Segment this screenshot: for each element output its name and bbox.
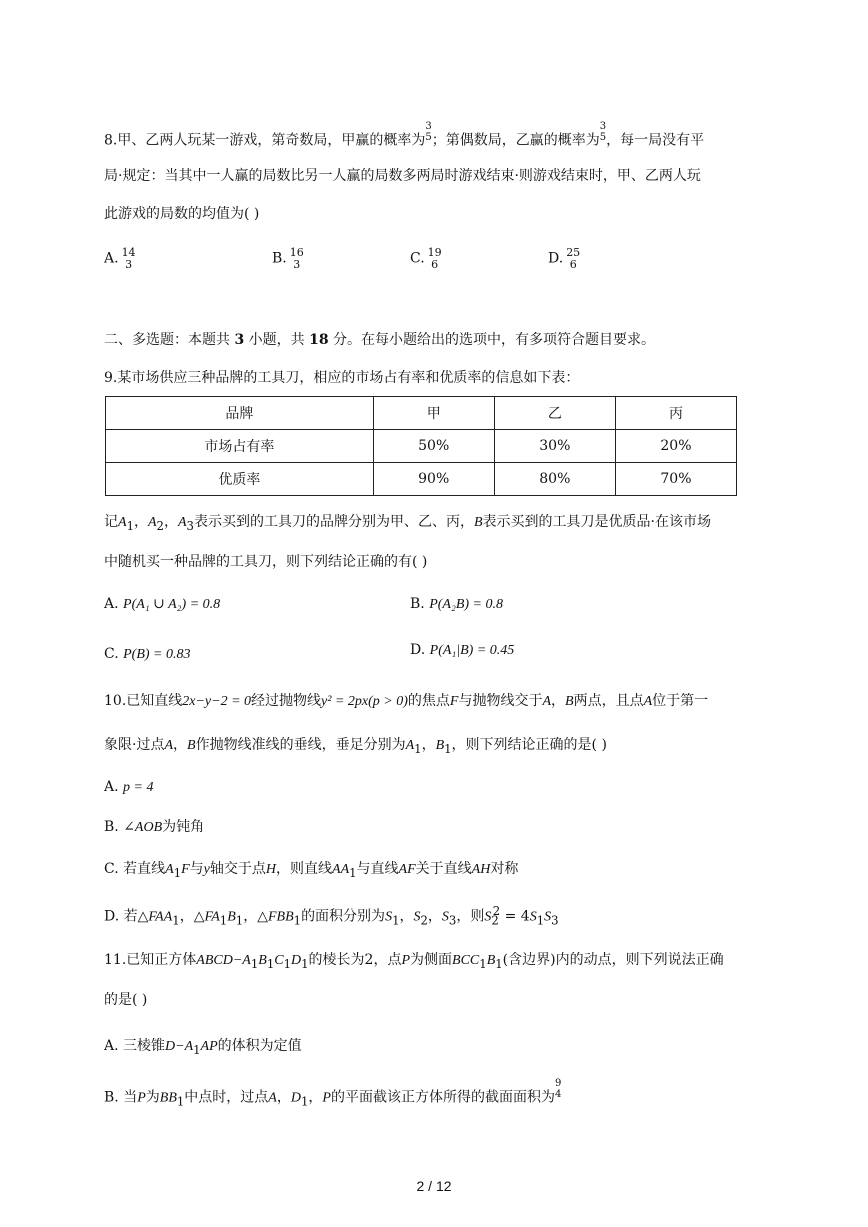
q9-text2: 中随机买一种品牌的工具刀，则下列结论正确的有( ) — [104, 554, 428, 570]
fraction: 9 4 — [554, 1078, 562, 1100]
q8-text: ；第偶数局，乙赢的概率为 — [431, 132, 600, 149]
q11-line1: 11.已知正方体$ABCD-A_1B_1C_1D_1$的棱长为2，点P为侧面$BCC_1B_1$(含边界)内的动点，则下列说法正确 — [104, 952, 724, 971]
table-cell: 优质率 — [106, 463, 374, 496]
q9-text1: 记$A_1$，$A_2$，$A_3$表示买到的工具刀的品牌分别为甲、乙、丙，B表示买到的工具刀是优质品·在该市场 — [104, 514, 711, 533]
q9-intro: 9.某市场供应三种品牌的工具刀，相应的市场占有率和优质率的信息如下表： — [104, 370, 580, 386]
table-cell: 丙 — [615, 397, 736, 430]
q9-option-b[interactable]: B. P(A₂B) = 0.8 — [410, 596, 503, 612]
table-cell: 30% — [494, 430, 615, 463]
q8-text: 8.甲、乙两人玩某一游戏，第奇数局，甲赢的概率为 — [104, 132, 426, 149]
q9-option-c[interactable]: C. P(B) = 0.83 — [104, 646, 191, 662]
q9-table — [105, 396, 737, 496]
table-row — [106, 430, 737, 463]
q8-option-d[interactable]: D. 25 6 — [548, 246, 581, 271]
q11-option-a[interactable]: A. 三棱锥$D-A_1AP$的体积为定值 — [104, 1038, 302, 1057]
table-cell: 品牌 — [106, 397, 374, 430]
fraction: 16 3 — [289, 246, 304, 271]
q8-text: ，每一局没有平 — [606, 132, 705, 149]
fraction: 19 6 — [427, 246, 442, 271]
table-cell: 乙 — [494, 397, 615, 430]
q10-option-d[interactable]: D. 若$\triangle FAA_1$，$\triangle FA_1B_1$，$\triangle FBB_1$的面积分别为$S_1$，$S_2$，$S_3$，则$S_2^2 = 4S_1S_3$ — [104, 904, 559, 928]
q10-option-b[interactable]: B. ∠AOB为钝角 — [104, 819, 205, 835]
table-cell: 70% — [615, 463, 736, 496]
table-cell: 80% — [494, 463, 615, 496]
q8-option-b[interactable]: B. 16 3 — [272, 246, 304, 271]
table-cell: 市场占有率 — [106, 430, 374, 463]
q8-line2: 局·规定：当其中一人赢的局数比另一人赢的局数多两局时游戏结束·则游戏结束时，甲、乙两人玩 — [104, 168, 701, 184]
section-heading: 二、多选题：本题共 3 小题，共 18 分。在每小题给出的选项中，有多项符合题目要求。 — [104, 332, 656, 348]
q11-option-b[interactable]: B. 当P为$BB_1$中点时，过点A，$D_1$，P的平面截该正方体所得的截面面积为 9 4 — [104, 1078, 562, 1109]
q10-line1: 10.已知直线2x−y−2 = 0经过抛物线y² = 2px(p > 0)的焦点F与抛物线交于A，B两点，且点A位于第一 — [104, 693, 709, 709]
q8-line3: 此游戏的局数的均值为( ) — [104, 206, 260, 222]
q9-option-d[interactable]: D. P(A₁|B) = 0.45 — [410, 642, 515, 658]
table-cell: 20% — [615, 430, 736, 463]
table-row — [106, 397, 737, 430]
q10-line2: 象限·过点A，B作抛物线准线的垂线，垂足分别为$A_1$，$B_1$，则下列结论正确的是( ) — [104, 737, 607, 756]
table-cell: 甲 — [373, 397, 494, 430]
q11-line2: 的是( ) — [104, 992, 148, 1008]
q10-option-a[interactable]: A. p = 4 — [104, 779, 154, 795]
q10-option-c[interactable]: C. 若直线$A_1F$与y轴交于点H，则直线$AA_1$与直线AF关于直线AH对称 — [104, 861, 519, 880]
fraction: 3 5 — [425, 121, 432, 143]
q8-option-c[interactable]: C. 19 6 — [410, 246, 442, 271]
q9-option-a[interactable]: A. P(A₁ ∪ A₂) = 0.8 — [104, 596, 221, 612]
table-cell: 50% — [373, 430, 494, 463]
fraction: 14 3 — [121, 246, 136, 271]
table-cell: 90% — [373, 463, 494, 496]
fraction: 25 6 — [566, 246, 581, 271]
table-row — [106, 463, 737, 496]
q8-option-a[interactable]: A. 14 3 — [104, 246, 136, 271]
fraction: 3 5 — [599, 121, 607, 143]
page-number: 2 / 12 — [416, 1178, 452, 1194]
q8-line1 — [104, 121, 705, 151]
